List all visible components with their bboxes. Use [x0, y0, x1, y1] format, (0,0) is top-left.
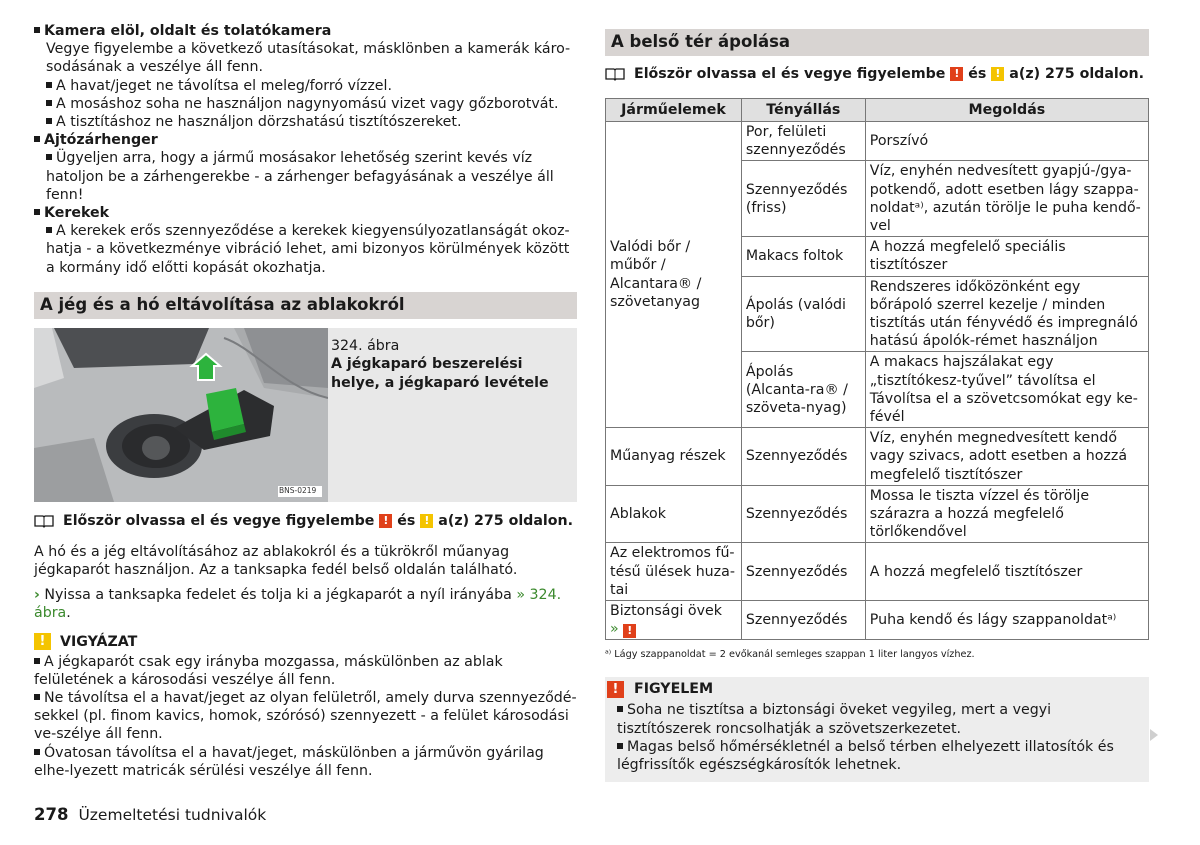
- page-footer: [34, 805, 266, 824]
- warning-header: [605, 677, 1149, 701]
- table-cell-solution: A hozzá megfelelő speciális tisztítószer: [865, 237, 1148, 276]
- list-item: Magas belső hőmérsékletnél a belső térben elhelyezett illatosítók és légfrissítők egészségkárosítók lehetnek.: [617, 738, 1114, 774]
- table-cell-element: [606, 601, 742, 640]
- ice-step: [34, 586, 577, 622]
- step-text: Nyissa a tanksapka fedelet és tolja ki a jégkaparót a nyíl irányába: [44, 587, 512, 604]
- read-first-text: Először olvassa el és vegye figyelembe: [634, 66, 946, 82]
- list-item: Ne távolítsa el a havat/jeget az olyan felületről, amely durva szennyeződé-sekkel (pl. finom kavics, homok, szórósó) szennyezett - a felület károsodási ve-szélye áll fenn.: [34, 690, 577, 743]
- table-cell-state: Szennyeződés: [741, 428, 865, 486]
- table-cell-solution: Rendszeres időközönként egy bőrápoló szerrel kezelje / minden tisztítás után fényvédő és impregnáló hatású ápolók-rémet használjon: [865, 276, 1148, 352]
- lock-heading: Ajtózárhenger: [44, 132, 158, 149]
- table-cell-state: Szennyeződés (friss): [741, 161, 865, 237]
- footnote: ᵃ⁾ Lágy szappanoldat = 2 evőkanál semleges szappan 1 liter langyos vízhez.: [605, 649, 975, 661]
- wheels-block: [34, 204, 577, 277]
- table-cell-solution: Víz, enyhén nedvesített gyapjú-/gya-potkendő, adott esetben lágy szappa-noldatᵃ⁾, azután törölje le puha kendő-vel: [865, 161, 1148, 237]
- belt-label: Biztonsági övek: [610, 603, 722, 620]
- warning-link[interactable]: »: [610, 621, 619, 638]
- table-cell-solution: A hozzá megfelelő tisztítószer: [865, 543, 1148, 601]
- footer-title: Üzemeltetési tudnivalók: [78, 806, 267, 824]
- table-cell-solution: Puha kendő és lágy szappanoldatᵃ⁾: [865, 601, 1148, 640]
- list-item: A mosáshoz soha ne használjon nagynyomású vizet vagy gőzborotvát.: [56, 95, 559, 112]
- camera-heading: Kamera elöl, oldalt és tolatókamera: [44, 23, 332, 39]
- read-first-note: [605, 65, 1149, 83]
- table-cell-solution: Víz, enyhén megnedvesített kendő vagy szivacs, adott esetben a hozzá megfelelő tisztítószer: [865, 428, 1148, 486]
- table-cell-solution: Mossa le tiszta vízzel és törölje szárazra a hozzá megfelelő törlőkendővel: [865, 485, 1148, 543]
- read-first-page[interactable]: a(z) 275 oldalon.: [438, 512, 574, 529]
- caution-list: [34, 653, 577, 780]
- table-cell-state: Ápolás (valódi bőr): [741, 276, 865, 352]
- warning-icon: !: [607, 681, 624, 698]
- page-number: 278: [34, 805, 69, 824]
- warning-icon: !: [420, 514, 433, 528]
- figure-number: 324. ábra: [331, 337, 400, 354]
- warning-icon: !: [34, 633, 51, 650]
- caution-title: VIGYÁZAT: [60, 633, 138, 650]
- figure-caption: A jégkaparó beszerelési helye, a jégkaparó levétele: [331, 356, 549, 391]
- column-header: Tényállás: [741, 99, 865, 122]
- table-cell-state: Makacs foltok: [741, 237, 865, 276]
- column-header: Megoldás: [865, 99, 1148, 122]
- list-item: Ügyeljen arra, hogy a jármű mosásakor lehetőség szerint kevés víz hatoljon be a zárhengerekbe - a zárhenger befagyásának a veszélye áll fenn!: [46, 150, 554, 203]
- step-arrow-icon: ›: [34, 587, 40, 604]
- table-row: [606, 543, 1149, 601]
- table-cell-element: Valódi bőr / műbőr / Alcantara® / szövetanyag: [606, 122, 742, 428]
- book-icon: [605, 67, 625, 81]
- camera-text: Vegye figyelembe a következő utasításokat, másklönben a kamerák káro-sodásának a veszélye áll fenn.: [46, 41, 571, 76]
- table-row: [606, 122, 1149, 161]
- table-cell-element: Műanyag részek: [606, 428, 742, 486]
- table-cell-state: Por, felületi szennyeződés: [741, 122, 865, 161]
- table-cell-state: Szennyeződés: [741, 543, 865, 601]
- table-cell-element: Az elektromos fű-tésű ülések huza-tai: [606, 543, 742, 601]
- right-column: [605, 22, 1149, 782]
- warning-list: [605, 701, 1149, 774]
- table-row: [606, 485, 1149, 543]
- table-row: [606, 601, 1149, 640]
- column-header: Járműelemek: [606, 99, 742, 122]
- warning-icon[interactable]: !: [623, 624, 636, 638]
- table-header-row: [606, 99, 1149, 122]
- figure-324: [34, 328, 577, 502]
- ice-intro: A hó és a jég eltávolításához az ablakokról és a tükrökről műanyag jégkaparót használjon. Az a tanksapka fedél belső oldalán található.: [34, 543, 518, 579]
- table-cell-element: Ablakok: [606, 485, 742, 543]
- warning-icon: !: [991, 67, 1004, 81]
- lock-block: [34, 131, 577, 204]
- read-first-note: [34, 512, 577, 530]
- step-end: .: [66, 605, 71, 622]
- read-first-text: Először olvassa el és vegye figyelembe: [63, 512, 375, 529]
- camera-block: [34, 22, 577, 131]
- read-first-and: és: [968, 66, 987, 82]
- ice-scraper-image: [34, 328, 328, 502]
- list-item: A tisztításhoz ne használjon dörzshatású tisztítószereket.: [56, 114, 462, 131]
- warning-icon: !: [950, 67, 963, 81]
- figure-link[interactable]: » 324. ábra: [34, 587, 562, 622]
- table-cell-solution: A makacs hajszálakat egy „tisztítókesz-tyűvel” távolítsa el Távolítsa el a szövetcsomókat egy ke-févél: [865, 352, 1148, 428]
- table-row: [606, 428, 1149, 486]
- warning-icon: !: [379, 514, 392, 528]
- book-icon: [34, 514, 54, 528]
- care-table: [605, 98, 1149, 640]
- section-title-ice: A jég és a hó eltávolítása az ablakokról: [34, 292, 577, 319]
- left-column: [34, 22, 577, 780]
- figure-code: BNS-0219: [279, 485, 317, 495]
- caution-header: [34, 633, 577, 651]
- next-page-arrow-icon[interactable]: [1150, 729, 1158, 741]
- list-item: Óvatosan távolítsa el a havat/jeget, máskülönben a járművön gyárilag elhe-lyezett matricák sérülési veszélye áll fenn.: [34, 744, 544, 779]
- wheels-heading: Kerekek: [44, 205, 110, 222]
- read-first-and: és: [397, 512, 416, 529]
- section-title-interior: A belső tér ápolása: [605, 29, 1149, 56]
- table-cell-state: Szennyeződés: [741, 485, 865, 543]
- warning-title: FIGYELEM: [634, 681, 714, 698]
- table-cell-state: Ápolás (Alcanta-ra® / szöveta-nyag): [741, 352, 865, 428]
- read-first-page[interactable]: a(z) 275 oldalon.: [1009, 66, 1145, 82]
- warning-box: [605, 677, 1149, 782]
- table-cell-state: Szennyeződés: [741, 601, 865, 640]
- list-item: Soha ne tisztítsa a biztonsági öveket vegyileg, mert a vegyi tisztítószerek roncsolhatják a szövetszerkezetet.: [617, 702, 1052, 737]
- list-item: A havat/jeget ne távolítsa el meleg/forró vízzel.: [56, 77, 392, 94]
- list-item: A kerekek erős szennyeződése a kerekek kiegyensúlyozatlanságát okoz-hatja - a következménye vibráció lehet, ami bizonyos körülmények között a kormány idő előtti kopását okozhatja.: [46, 223, 570, 276]
- table-cell-solution: Porszívó: [865, 122, 1148, 161]
- list-item: A jégkaparót csak egy irányba mozgassa, máskülönben az ablak felületének a károsodási veszélye áll fenn.: [34, 653, 503, 688]
